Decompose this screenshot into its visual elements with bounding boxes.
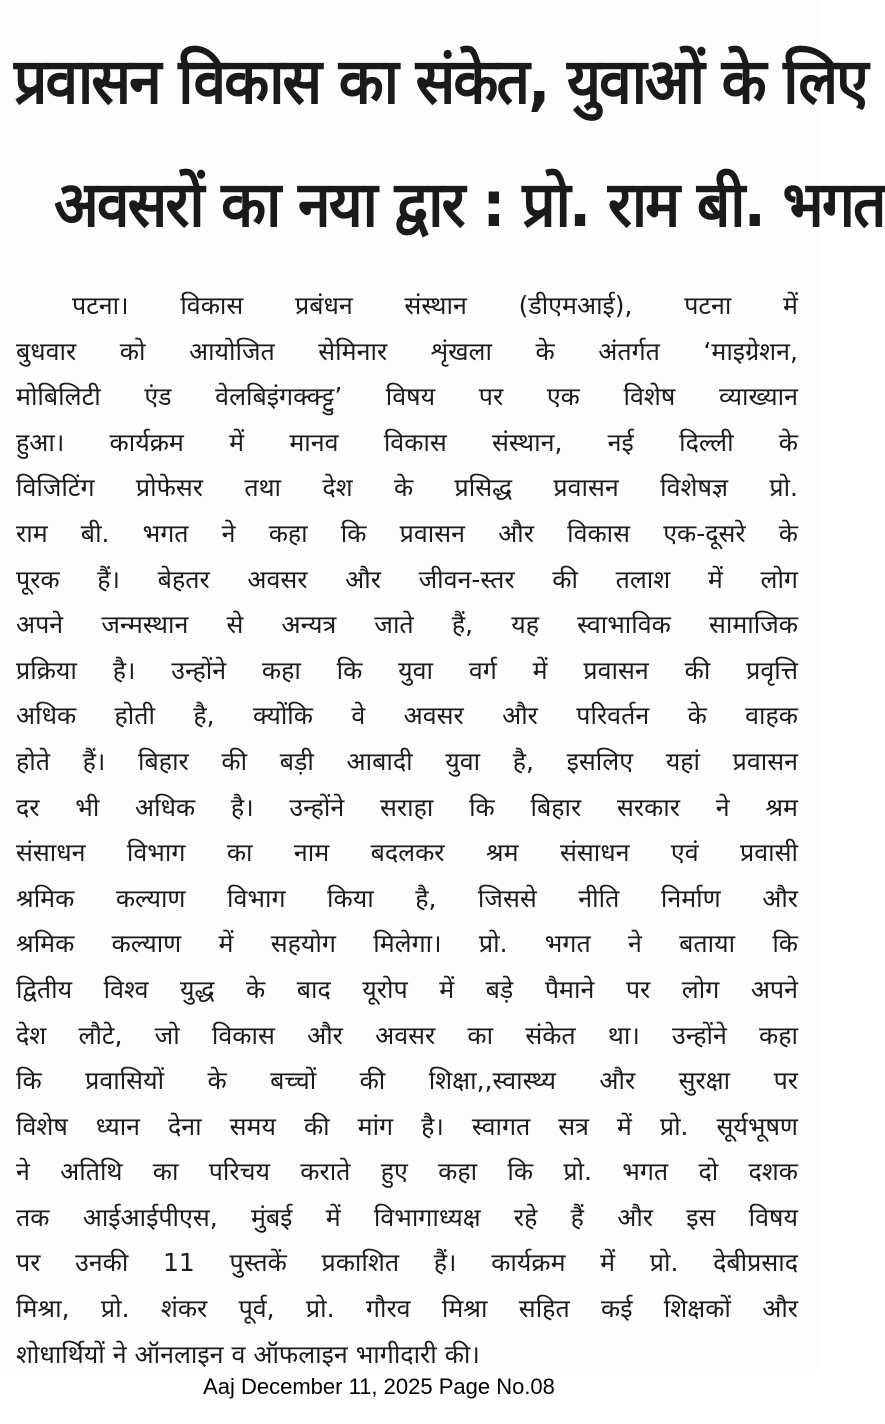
body-line: विजिटिंग प्रोफेसर तथा देश के प्रसिद्ध प्रवासन विशेषज्ञ प्रो. xyxy=(16,473,798,503)
headline-line-2: अवसरों का नया द्वार : प्रो. राम बी. भगत xyxy=(54,168,885,241)
body-line: हुआ। कार्यक्रम में मानव विकास संस्थान, नई दिल्ली के xyxy=(16,427,798,457)
source-caption: Aaj December 11, 2025 Page No.08 xyxy=(203,1374,555,1399)
body-line: तक आईआईपीएस, मुंबई में विभागाध्यक्ष रहे हैं और इस विषय xyxy=(16,1202,798,1232)
body-line: मोबिलिटी एंड वेलबिइंगक्क्ट्टु’ विषय पर एक विशेष व्याख्यान xyxy=(16,382,798,412)
body-line: कि प्रवासियों के बच्चों की शिक्षा,,स्वास्थ्य और सुरक्षा पर xyxy=(16,1066,798,1096)
body-line: श्रमिक कल्याण विभाग किया है, जिससे नीति निर्माण और xyxy=(16,883,798,913)
body-line: प्रक्रिया है। उन्होंने कहा कि युवा वर्ग में प्रवासन की प्रवृत्ति xyxy=(16,655,798,685)
body-line: देश लौटे, जो विकास और अवसर का संकेत था। उन्होंने कहा xyxy=(16,1020,798,1050)
body-line: शोधार्थियों ने ऑनलाइन व ऑफलाइन भागीदारी की। xyxy=(16,1339,480,1369)
body-line: अपने जन्मस्थान से अन्यत्र जाते हैं, यह स्वाभाविक सामाजिक xyxy=(16,610,798,640)
article-body xyxy=(16,283,798,1377)
body-line: ने अतिथि का परिचय कराते हुए कहा कि प्रो. भगत दो दशक xyxy=(16,1157,798,1187)
body-line: दर भी अधिक है। उन्होंने सराहा कि बिहार सरकार ने श्रम xyxy=(16,792,798,822)
body-line: संसाधन विभाग का नाम बदलकर श्रम संसाधन एवं प्रवासी xyxy=(16,838,798,868)
body-line: द्वितीय विश्व युद्ध के बाद यूरोप में बड़े पैमाने पर लोग अपने xyxy=(16,974,798,1004)
body-line: पूरक हैं। बेहतर अवसर और जीवन-स्तर की तलाश में लोग xyxy=(16,564,798,594)
body-line: विशेष ध्यान देना समय की मांग है। स्वागत सत्र में प्रो. सूर्यभूषण xyxy=(16,1111,798,1141)
body-line: होते हैं। बिहार की बड़ी आबादी युवा है, इसलिए यहां प्रवासन xyxy=(16,746,798,776)
body-line: पर उनकी 11 पुस्तकें प्रकाशित हैं। कार्यक्रम में प्रो. देबीप्रसाद xyxy=(16,1248,798,1278)
body-line: बुधवार को आयोजित सेमिनार शृंखला के अंतर्गत ‘माइग्रेशन, xyxy=(16,336,798,366)
body-line: अधिक होती है, क्योंकि वे अवसर और परिवर्तन के वाहक xyxy=(16,701,798,731)
body-line: राम बी. भगत ने कहा कि प्रवासन और विकास एक-दूसरे के xyxy=(16,518,798,548)
body-line: श्रमिक कल्याण में सहयोग मिलेगा। प्रो. भगत ने बताया कि xyxy=(16,929,798,959)
body-line: मिश्रा, प्रो. शंकर पूर्व, प्रो. गौरव मिश्रा सहित कई शिक्षकों और xyxy=(16,1294,798,1324)
headline-line-1: प्रवासन विकास का संकेत, युवाओं के लिए xyxy=(14,45,867,118)
body-line: पटना। विकास प्रबंधन संस्थान (डीएमआई), पटना में xyxy=(72,291,798,320)
